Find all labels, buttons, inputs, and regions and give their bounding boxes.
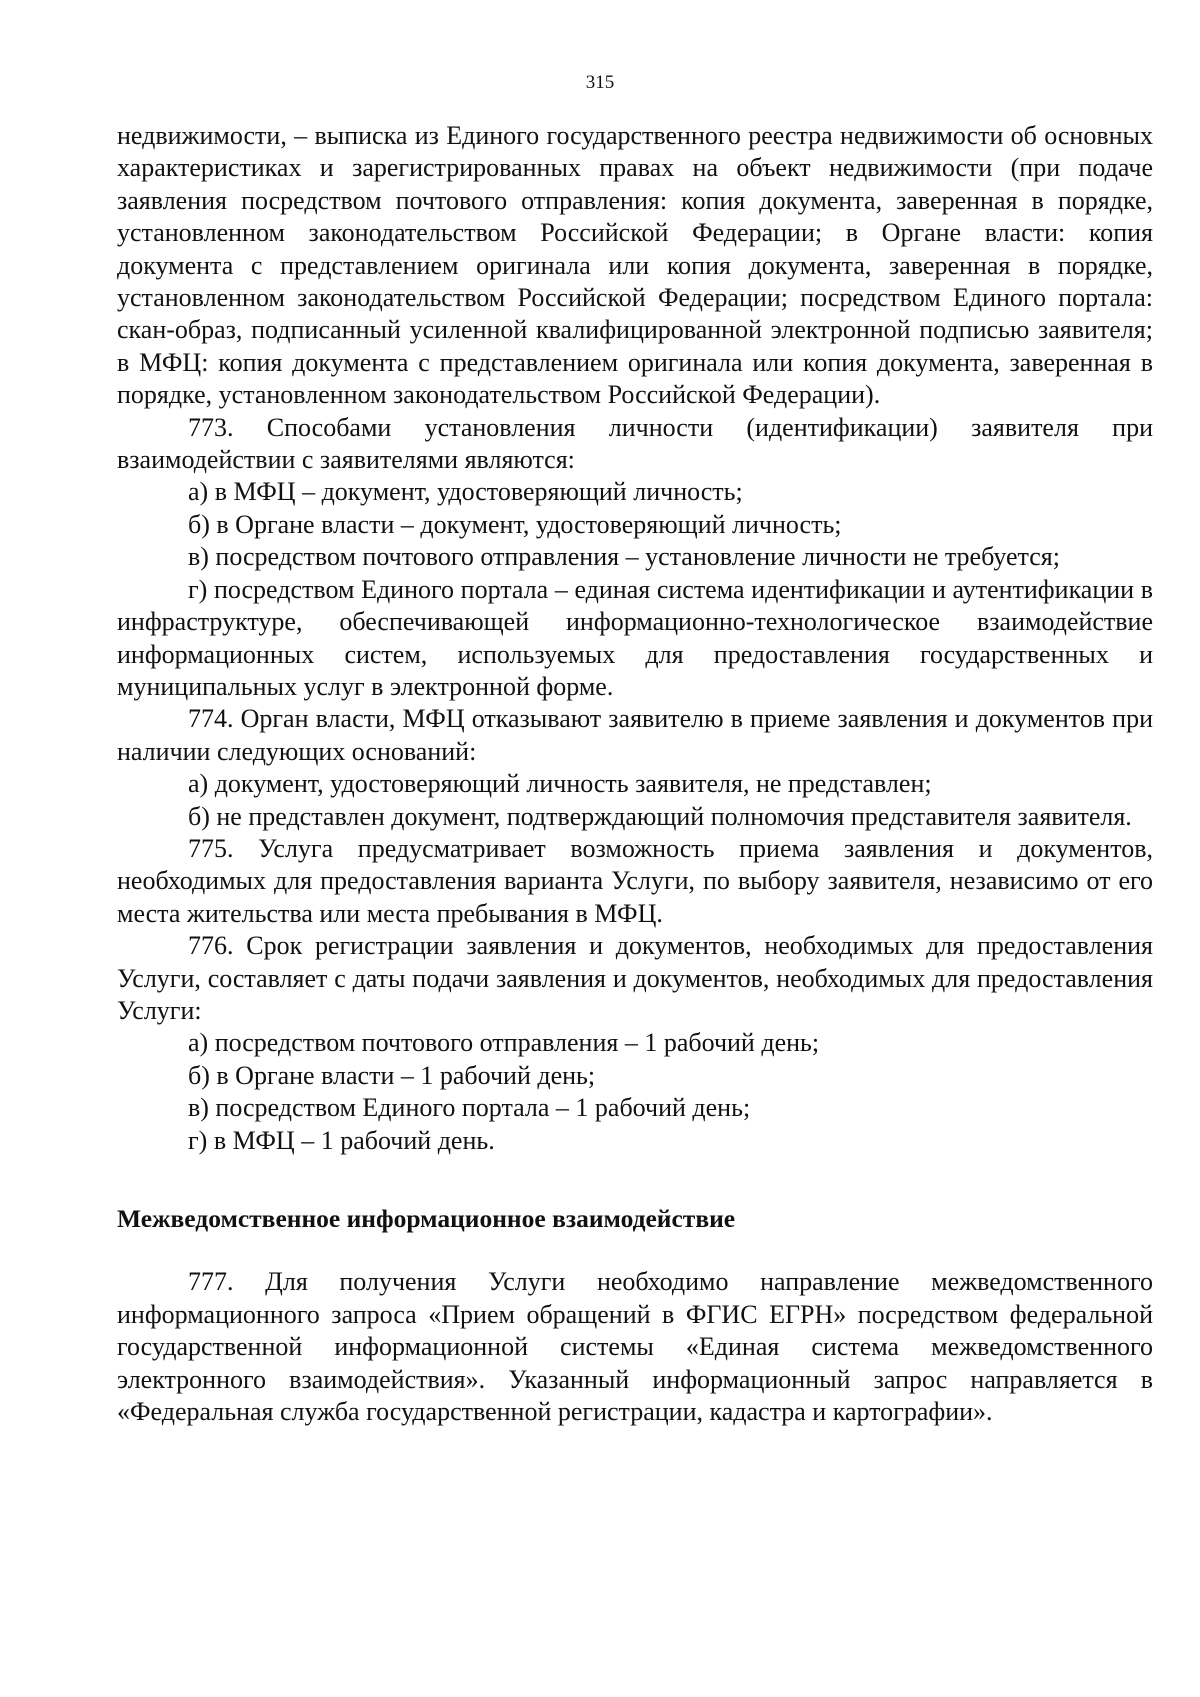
- paragraph-773: 773. Способами установления личности (идентификации) заявителя при взаимодействии с заявителями являются:: [117, 412, 1153, 475]
- list-item-776-b: б) в Органе власти – 1 рабочий день;: [188, 1060, 596, 1090]
- list-item-776-v: в) посредством Единого портала – 1 рабочий день;: [188, 1093, 751, 1123]
- list-item-773-b: б) в Органе власти – документ, удостоверяющий личность;: [188, 509, 842, 539]
- list-item-776-a: а) посредством почтового отправления – 1 рабочий день;: [188, 1028, 820, 1058]
- list-item-773-a: а) в МФЦ – документ, удостоверяющий личность;: [188, 477, 743, 507]
- list-item-773-g: г) посредством Единого портала – единая система идентификации и аутентификации в инфраструктуре, обеспечивающей информационно-технологическое взаимодействие информационных систем, используемых для предоставления государственных и муниципальных услуг в электронной форме.: [117, 574, 1153, 701]
- list-item-773-v: в) посредством почтового отправления – установление личности не требуется;: [188, 542, 1060, 572]
- paragraph-776: 776. Срок регистрации заявления и документов, необходимых для предоставления Услуги, составляет с даты подачи заявления и документов, необходимых для предоставления Услуги:: [117, 931, 1153, 1025]
- document-body: [117, 120, 1153, 1428]
- paragraph-775: 775. Услуга предусматривает возможность приема заявления и документов, необходимых для предоставления варианта Услуги, по выбору заявителя, независимо от его места жительства или места пребывания в МФЦ.: [117, 833, 1153, 928]
- list-item-776-g: г) в МФЦ – 1 рабочий день.: [188, 1125, 495, 1155]
- page-number: 315: [585, 72, 615, 93]
- section-heading: Межведомственное информационное взаимодействие: [117, 1204, 736, 1233]
- list-item-774-b: б) не представлен документ, подтверждающий полномочия представителя заявителя.: [188, 801, 1132, 831]
- paragraph-774: 774. Орган власти, МФЦ отказывают заявителю в приеме заявления и документов при наличии следующих оснований:: [117, 704, 1153, 766]
- paragraph-777: 777. Для получения Услуги необходимо направление межведомственного информационного запроса «Прием обращений в ФГИС ЕГРН» посредством федеральной государственной информационной системы «Единая система межведомственного электронного взаимодействия». Указанный информационный запрос направляется в «Федеральная служба государственной регистрации, кадастра и картографии».: [117, 1267, 1153, 1427]
- paragraph-continuation: недвижимости, – выписка из Единого государственного реестра недвижимости об основных характеристиках и зарегистрированных правах на объект недвижимости (при подаче заявления посредством почтового отправления: копия документа, заверенная в порядке, установленном законодательством Российской Федерации; в Органе власти: копия документа с представлением оригинала или копия документа, заверенная в порядке, установленном законодательством Российской Федерации; посредством Единого портала: скан-образ, подписанный усиленной квалифицированной электронной подписью заявителя; в МФЦ: копия документа с представлением оригинала или копия документа, заверенная в порядке, установленном законодательством Российской Федерации).: [117, 121, 1153, 410]
- list-item-774-a: а) документ, удостоверяющий личность заявителя, не представлен;: [188, 769, 932, 799]
